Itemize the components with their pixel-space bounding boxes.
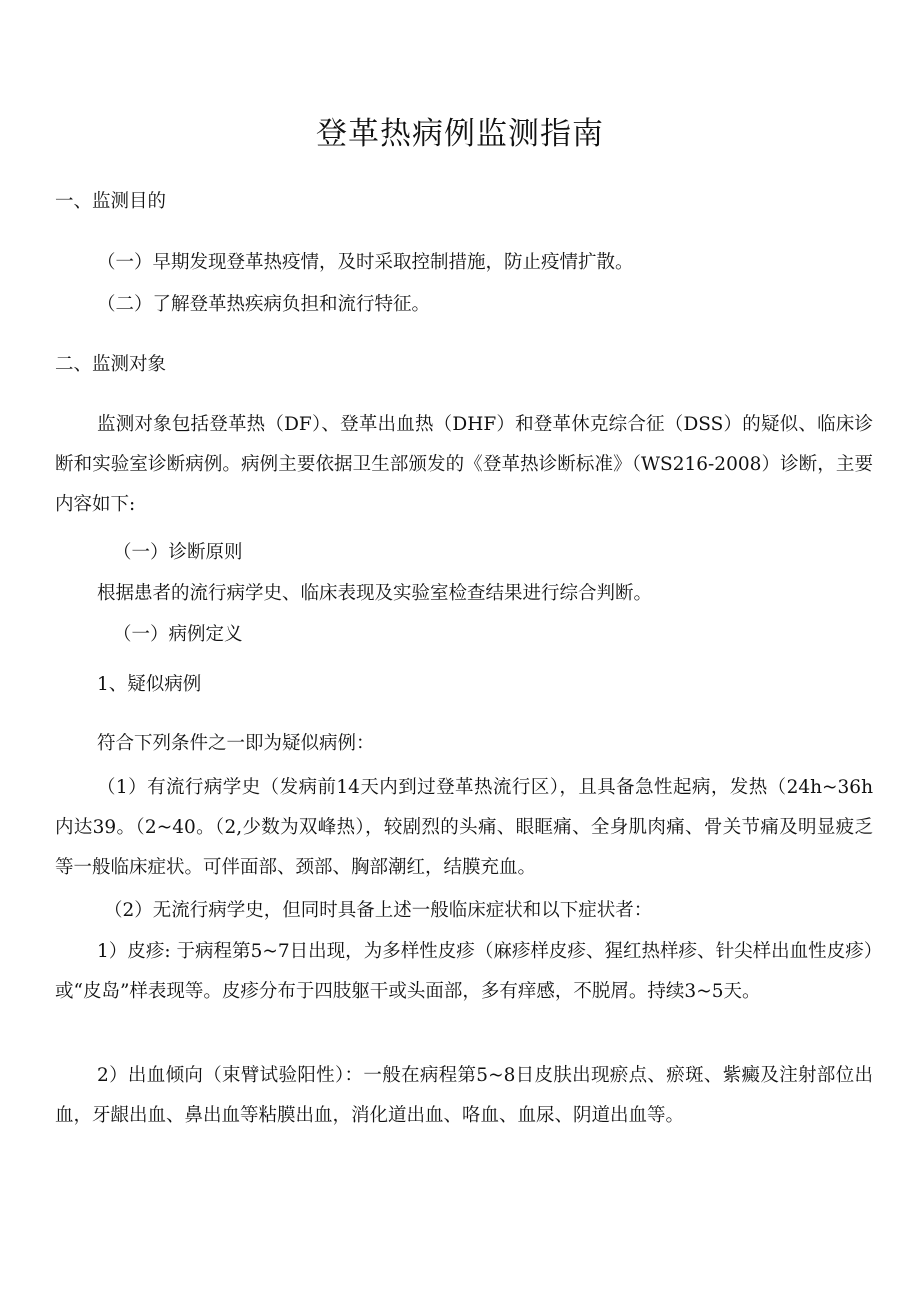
document-title: 登革热病例监测指南 [316, 116, 604, 152]
suspected-case-lead: 符合下列条件之一即为疑似病例： [97, 733, 375, 754]
symptom-2-text: 2）出血倾向（束臂试验阳性）：一般在病程第5~8日皮肤出现瘀点、瘀斑、紫癜及注射部位出血，牙龈出血、鼻出血等粘膜出血，消化道出血、咯血、血尿、阴道出血等。 [55, 1065, 873, 1126]
suspected-case-heading: 1、疑似病例 [97, 674, 202, 695]
condition-2-text: （2）无流行病学史，但同时具备上述一般临床症状和以下症状者： [104, 900, 653, 921]
purpose-item-2: （二）了解登革热疾病负担和流行特征。 [97, 294, 431, 315]
diagnosis-principle-heading: （一）诊断原则 [113, 542, 243, 563]
symptom-1-text: 1）皮疹: 于病程第5~7日出现，为多样性皮疹（麻疹样皮疹、猩红热样疹、针尖样出血性皮疹）或“皮岛”样表现等。皮疹分布于四肢躯干或头面部，多有痒感，不脱屑。持续3~5天。 [55, 941, 873, 1002]
symptom-2-paragraph [55, 1056, 873, 1136]
purpose-item-1: （一）早期发现登革热疫情，及时采取控制措施，防止疫情扩散。 [97, 252, 634, 273]
section-heading-purpose: 一、监测目的 [55, 191, 167, 212]
targets-intro-text: 监测对象包括登革热（DF）、登革出血热（DHF）和登革休克综合征（DSS）的疑似、临床诊断和实验室诊断病例。病例主要依据卫生部颁发的《登革热诊断标准》（WS216-2008）诊断，主要内容如下: [55, 414, 873, 515]
condition-1-paragraph [55, 768, 873, 888]
targets-intro-paragraph [55, 405, 873, 525]
condition-1-text: （1）有流行病学史（发病前14天内到过登革热流行区），且具备急性起病，发热（24h~36h内达39。（2~40。（2,少数为双峰热），较剧烈的头痛、眼眶痛、全身肌肉痛、骨关节痛及明显疲乏等一般临床症状。可伴面部、颈部、胸部潮红，结膜充血。 [55, 777, 873, 878]
diagnosis-principle-text: 根据患者的流行病学史、临床表现及实验室检查结果进行综合判断。 [97, 583, 653, 604]
symptom-1-paragraph [55, 932, 873, 1012]
case-definition-heading: （一）病例定义 [113, 624, 243, 645]
section-heading-targets: 二、监测对象 [55, 354, 167, 375]
